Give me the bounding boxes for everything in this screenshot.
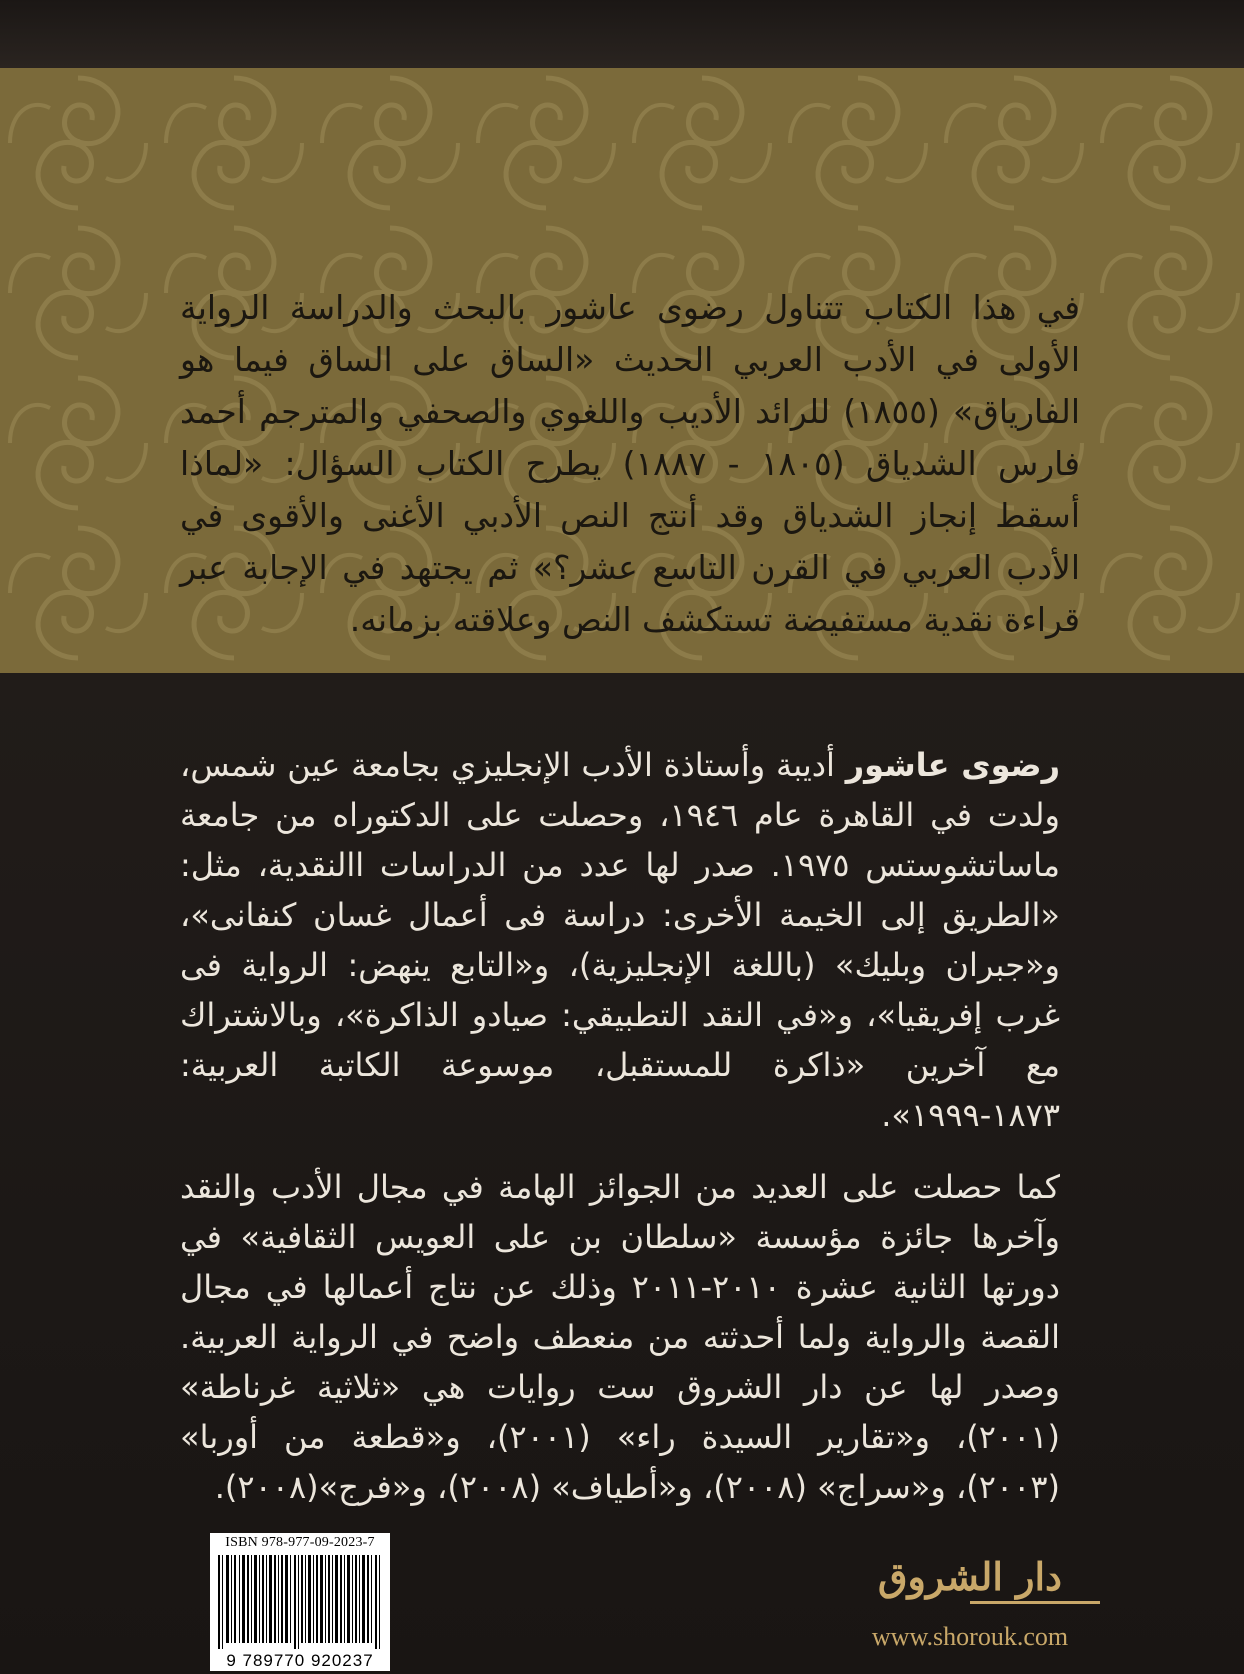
- synopsis-paragraph: في هذا الكتاب تتناول رضوى عاشور بالبحث والدراسة الرواية الأولى في الأدب العربي الحديث «الساق على الساق فيما هو الفارياق» (١٨٥٥) للرائد الأديب واللغوي والصحفي والمترجم أحمد فارس الشدياق (١٨٠٥ - ١٨٨٧) يطرح الكتاب السؤال: «لماذا أسقط إنجاز الشدياق وقد أنتج النص الأدبي الأغنى والأقوى في الأدب العربي في القرن التاسع عشر؟» ثم يجتهد في الإجابة عبر قراءة نقدية مستفيضة تستكشف النص وعلاقته بزمانه.: [180, 288, 1081, 639]
- publisher-name: دار الشروق: [878, 1554, 1062, 1599]
- isbn-barcode: [210, 1533, 390, 1671]
- publisher-logo: [840, 1555, 1100, 1665]
- isbn-label: ISBN 978-977-09-2023-7: [225, 1535, 375, 1550]
- synopsis-text-block: [180, 282, 1080, 646]
- top-dark-strip: [0, 0, 1244, 68]
- publisher-rule: [970, 1601, 1100, 1604]
- bio-paragraph-2: كما حصلت على العديد من الجوائز الهامة في مجال الأدب والنقد وآخرها جائزة مؤسسة «سلطان بن على العويس الثقافية» في دورتها الثانية عشرة ٢٠١٠-٢٠١١ وذلك عن نتاج أعمالها في مجال القصة والرواية ولما أحدثته من منعطف واضح في الرواية العربية. وصدر لها عن دار الشروق ست روايات هي «ثلاثية غرناطة» (٢٠٠١)، و«تقارير السيدة راء» (٢٠٠١)، و«قطعة من أوربا» (٢٠٠٣)، و«سراج» (٢٠٠٨)، و«أطياف» (٢٠٠٨)، و«فرج»(٢٠٠٨).: [180, 1168, 1061, 1506]
- bio-paragraph-1: [180, 740, 1060, 1140]
- author-bio-block: [180, 740, 1060, 1534]
- author-name: رضوى عاشور: [845, 746, 1061, 784]
- barcode-icon: [218, 1555, 382, 1649]
- ornamental-band: [0, 68, 1244, 673]
- publisher-url: www.shorouk.com: [871, 1622, 1069, 1651]
- bio-paragraph-1-text: أديبة وأستاذة الأدب الإنجليزي بجامعة عين شمس، ولدت في القاهرة عام ١٩٤٦، وحصلت على الدكتوراه من جامعة ماساتشوستس ١٩٧٥. صدر لها عدد من الدراسات االنقدية، مثل: «الطريق إلى الخيمة الأخرى: دراسة فى أعمال غسان كنفانى»، و«جبران وبليك» (باللغة الإنجليزية)، و«التابع ينهض: الرواية فى غرب إفريقيا»، و«في النقد التطبيقي: صيادو الذاكرة»، وبالاشتراك مع آخرين «ذاكرة للمستقبل، موسوعة الكاتبة العربية: ١٨٧٣-١٩٩٩».: [180, 746, 1061, 1134]
- barcode-digits: 9 789770 920237: [226, 1651, 374, 1670]
